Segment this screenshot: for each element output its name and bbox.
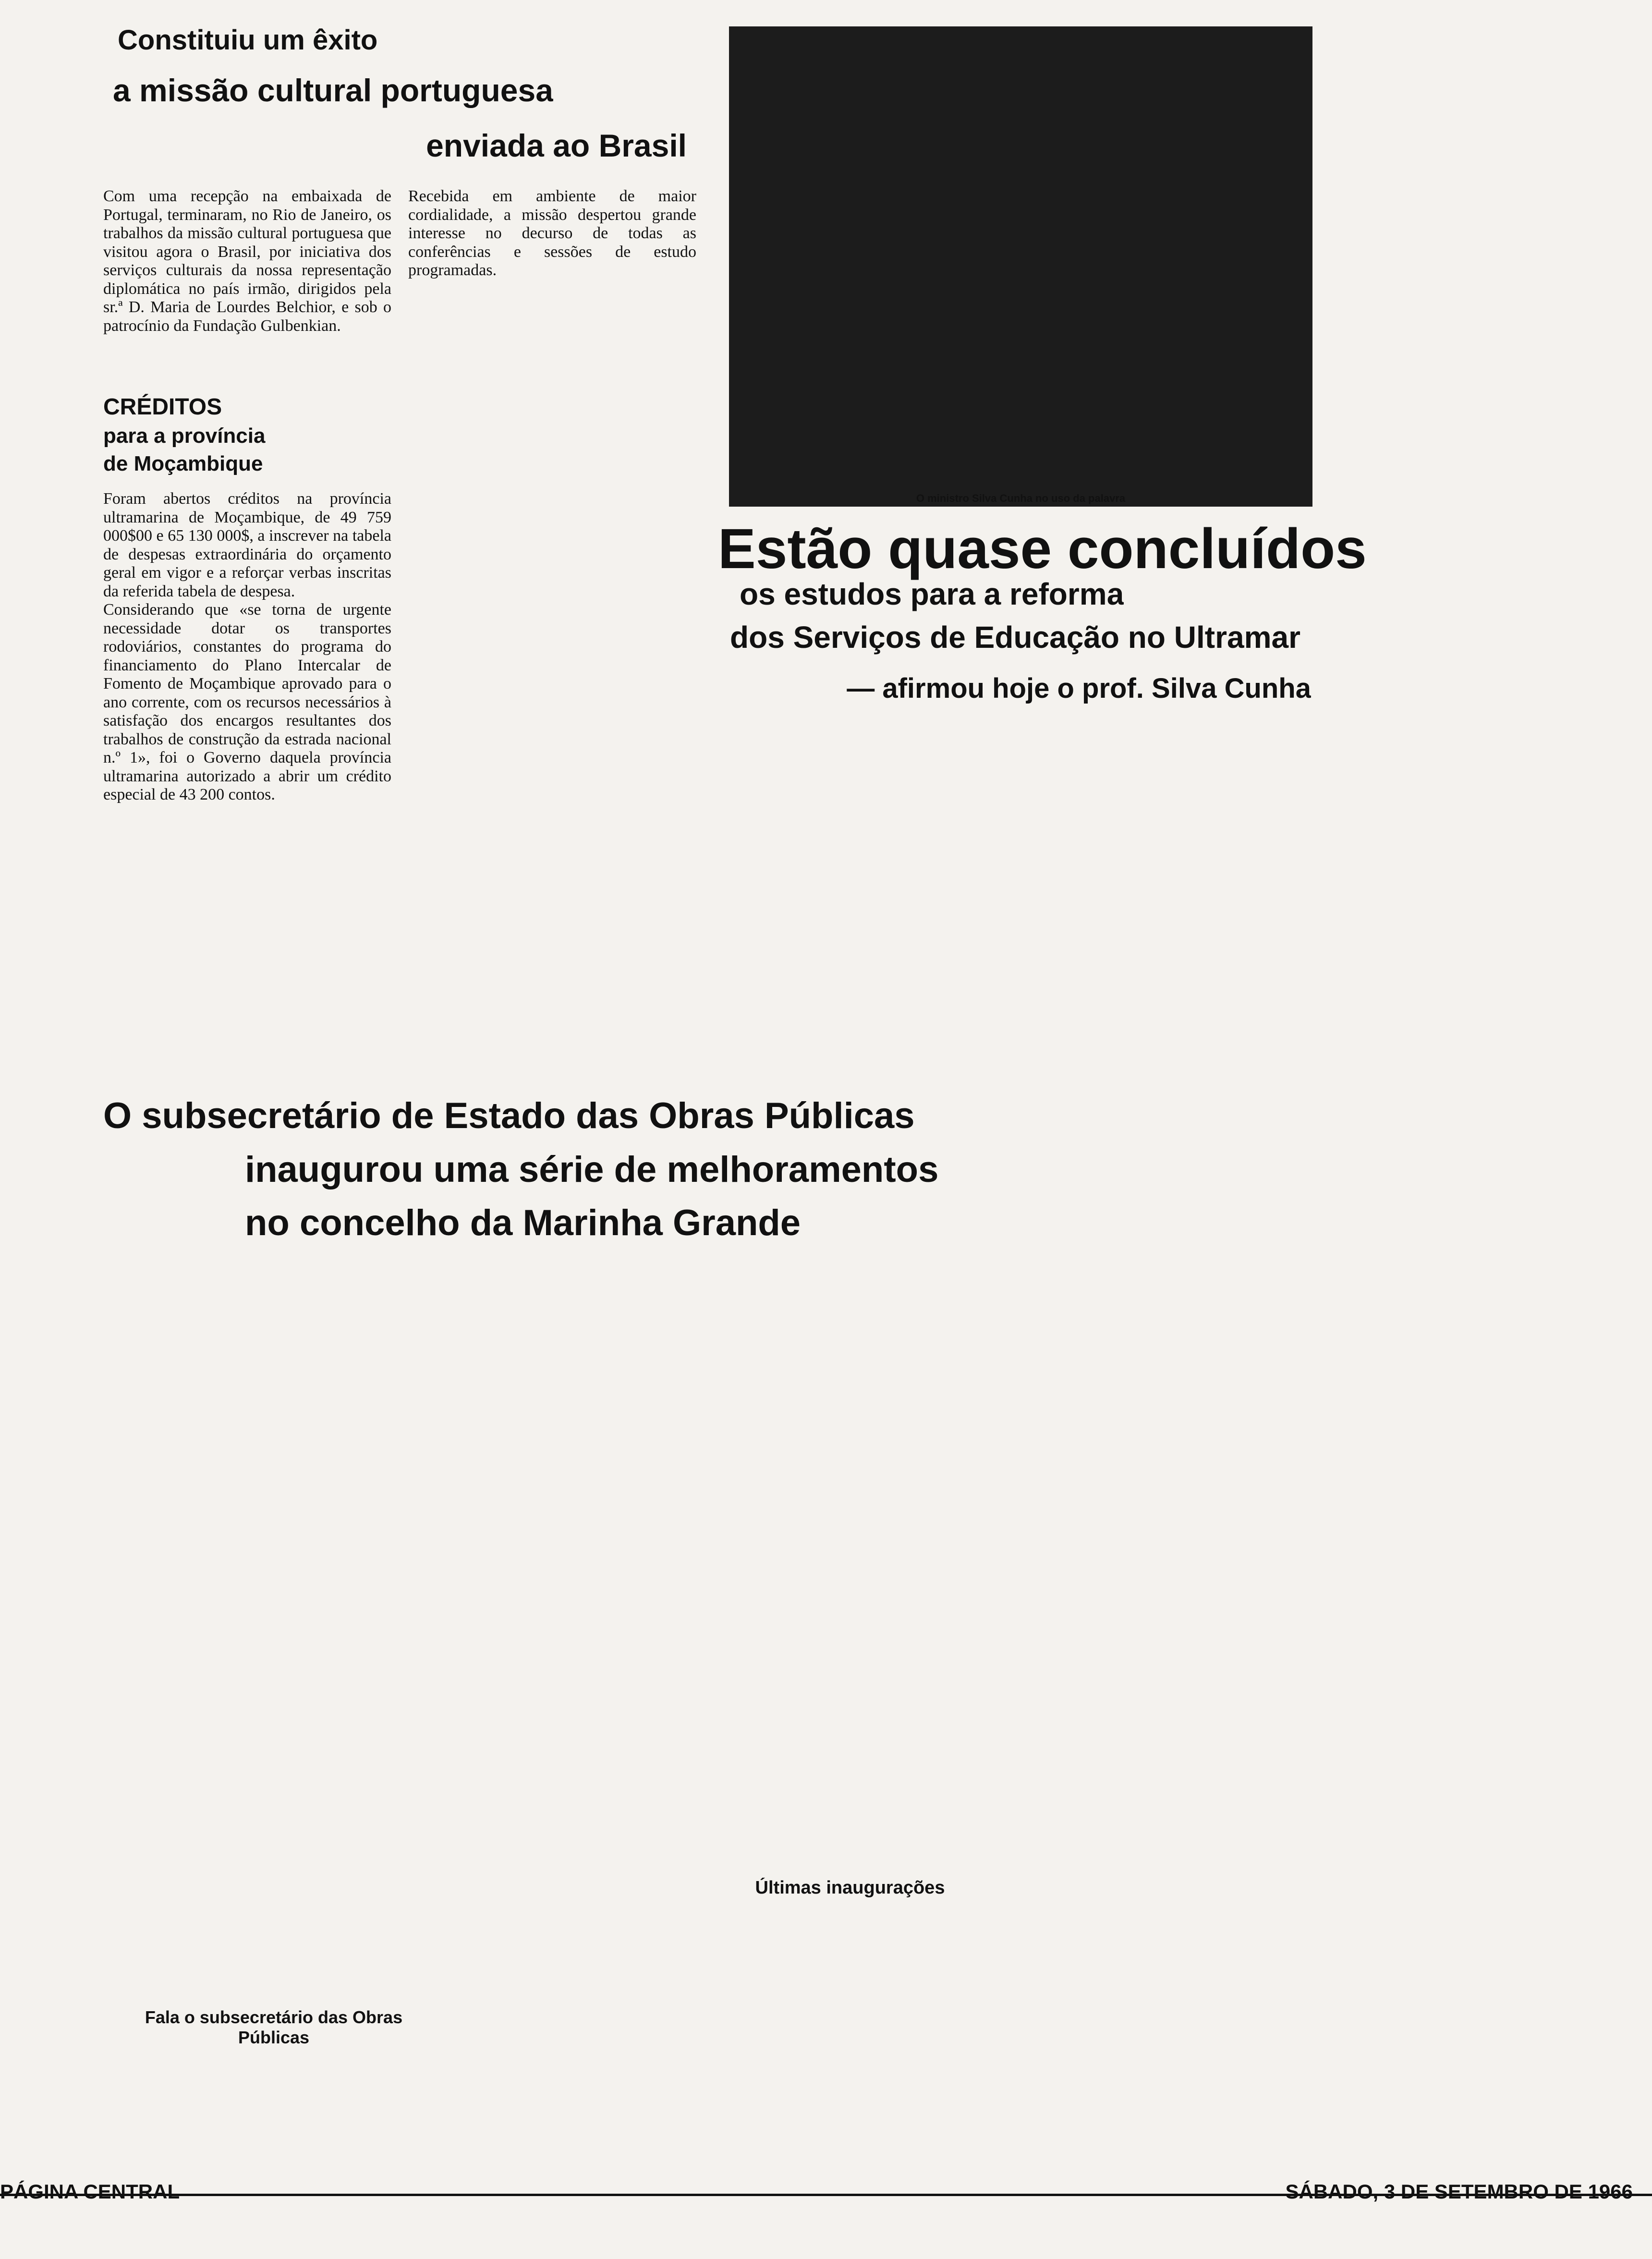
a1-title-line2: a missão cultural portuguesa: [113, 73, 553, 108]
a2-paragraph: Considerando que «se torna de urgente necessidade dotar os transportes rodoviários, constantes do programa do financiamento do Plano Intercalar de Fomento de Moçambique aprovado para o ano corrente, com os recursos necessários à satisfação dos encargos resultantes dos trabalhos de construção da estrada nacional n.º 1», foi o Governo daquela província ultramarina autorizado a abrir um crédito especial de 43 200 contos.: [103, 601, 391, 803]
a7-title-line3: no concelho da Marinha Grande: [245, 1202, 801, 1243]
a2-heading-line3: de Moçambique: [103, 452, 263, 475]
a7-subhead: Fala o subsecretário das Obras Públicas: [145, 2007, 403, 2047]
a4-sub2: dos Serviços de Educação no Ultramar: [730, 620, 1300, 655]
a1-col2: [408, 187, 696, 293]
a2-paragraph: Foram abertos créditos na província ultramarina de Moçambique, de 49 759 000$00 e 65 130 000$, a inscrever na tabela de despesas extraordinária do orçamento geral em vigor e a reforçar verbas inscritas da referida tabela de despesa.: [103, 490, 391, 600]
a4-byline: — afirmou hoje o prof. Silva Cunha: [847, 673, 1311, 704]
a2-heading-line2: para a província: [103, 424, 266, 448]
a4-sub1: os estudos para a reforma: [740, 577, 1124, 611]
a2-heading-line1: CRÉDITOS: [103, 394, 222, 420]
a2-heading: [103, 394, 391, 476]
a1-paragraph: Recebida em ambiente de maior cordialidade, a missão despertou grande interesse no decurso de todas as conferências e sessões de estudo programadas.: [408, 187, 696, 279]
a1-title-line3: enviada ao Brasil: [426, 128, 687, 163]
a4-title: Estão quase concluídos: [718, 517, 1367, 581]
a7-title-line1: O subsecretário de Estado das Obras Públicas: [103, 1095, 915, 1136]
photo-minister-meeting: [729, 26, 1312, 507]
a1-col1: [103, 187, 391, 379]
a2-body: [103, 490, 391, 836]
footer-left: PÁGINA CENTRAL: [0, 2180, 180, 2203]
a7-subhead-2: Últimas inaugurações: [755, 1878, 945, 1898]
a1-paragraph: Com uma recepção na embaixada de Portugal, terminaram, no Rio de Janeiro, os trabalhos da missão cultural portuguesa que visitou agora o Brasil, por iniciativa dos serviços culturais da nossa representação diplomática no país irmão, dirigidos pela sr.ª D. Maria de Lourdes Belchior, e sob o patrocínio da Fundação Gulbenkian.: [103, 187, 391, 335]
footer-right: SÁBADO, 3 DE SETEMBRO DE 1966: [1285, 2180, 1633, 2203]
a7-title-line2: inaugurou uma série de melhoramentos: [245, 1149, 939, 1190]
a1-title-line1: Constituiu um êxito: [118, 24, 378, 56]
photo-caption: O ministro Silva Cunha no uso da palavra: [916, 492, 1126, 504]
